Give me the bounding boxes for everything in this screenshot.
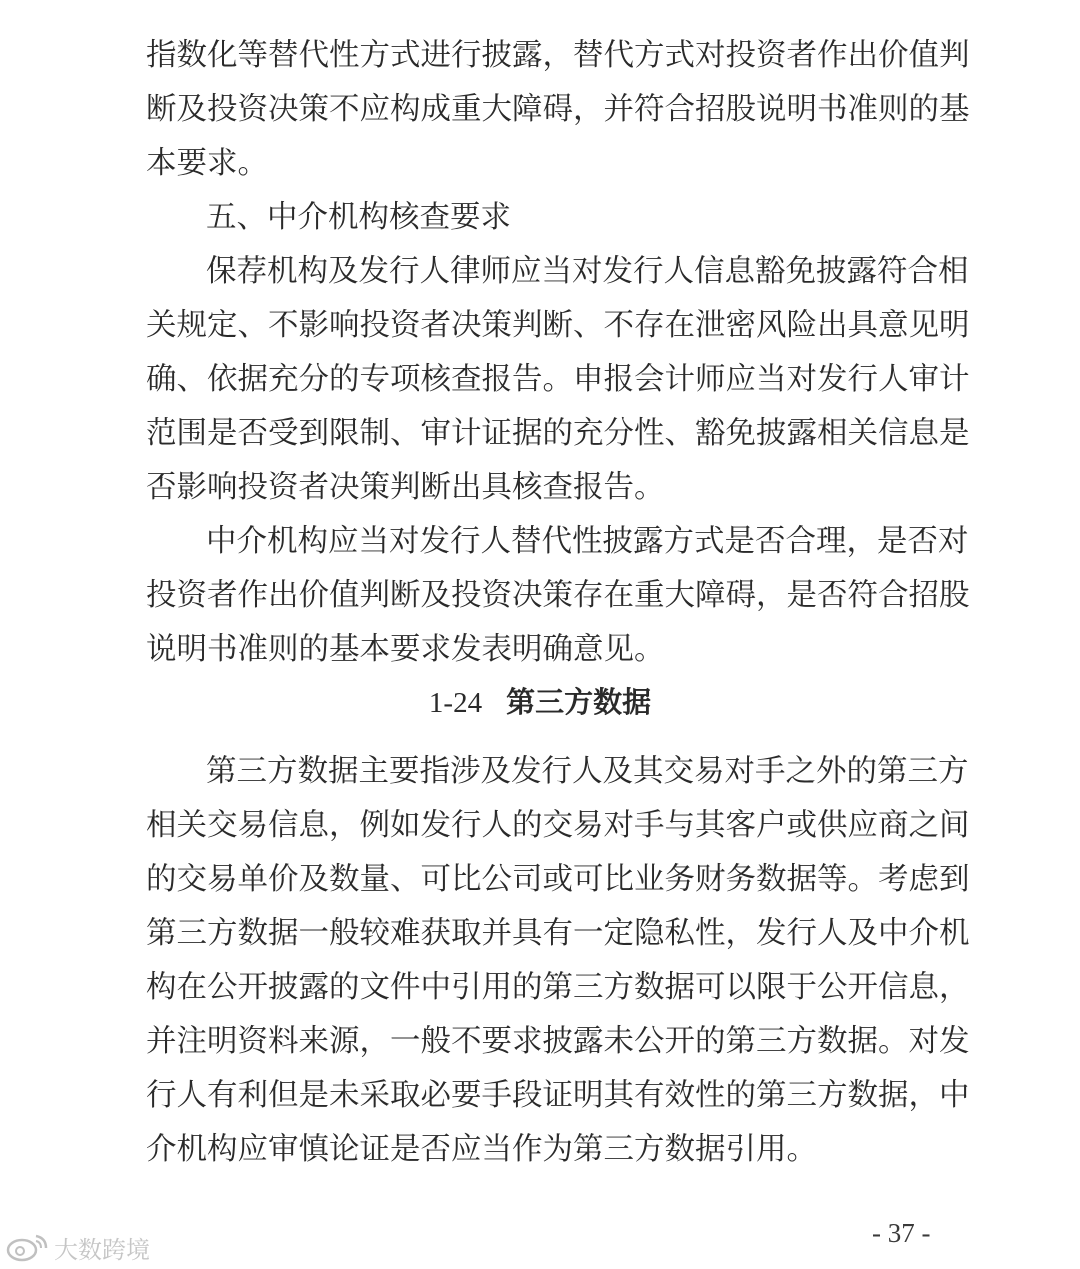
text-line: 断及投资决策不应构成重大障碍，并符合招股说明书准则的基	[146, 92, 970, 127]
text-line: 中介机构应当对发行人替代性披露方式是否合理，是否对	[206, 524, 969, 559]
text-line: 保荐机构及发行人律师应当对发行人信息豁免披露符合相	[206, 254, 969, 289]
text-line: 的交易单价及数量、可比公司或可比业务财务数据等。考虑到	[146, 862, 970, 897]
weibo-logo-icon	[6, 1232, 50, 1262]
text-line: 相关交易信息，例如发行人的交易对手与其客户或供应商之间	[146, 808, 970, 843]
text-line: 第三方数据一般较难获取并具有一定隐私性，发行人及中介机	[146, 916, 970, 951]
text-line: 范围是否受到限制、审计证据的充分性、豁免披露相关信息是	[146, 416, 970, 451]
text-line: 确、依据充分的专项核查报告。申报会计师应当对发行人审计	[146, 362, 970, 397]
text-line: 并注明资料来源，一般不要求披露未公开的第三方数据。对发	[146, 1024, 970, 1059]
text-line: 构在公开披露的文件中引用的第三方数据可以限于公开信息，	[146, 970, 970, 1005]
text-line: 否影响投资者决策判断出具核查报告。	[146, 470, 665, 505]
text-line: 行人有利但是未采取必要手段证明其有效性的第三方数据，中	[146, 1078, 970, 1113]
text-line: 指数化等替代性方式进行披露，替代方式对投资者作出价值判	[146, 38, 970, 73]
subsection-heading: 五、中介机构核查要求	[206, 200, 511, 235]
watermark-text: 大数跨境	[54, 1235, 150, 1264]
section-title: 第三方数据	[506, 685, 652, 719]
watermark	[6, 1230, 150, 1264]
text-line: 说明书准则的基本要求发表明确意见。	[146, 632, 665, 667]
text-line: 本要求。	[146, 146, 268, 181]
section-number: 1-24	[428, 687, 483, 719]
text-line: 关规定、不影响投资者决策判断、不存在泄密风险出具意见明	[146, 308, 970, 343]
section-heading	[0, 682, 1080, 723]
text-line: 投资者作出价值判断及投资决策存在重大障碍，是否符合招股	[146, 578, 970, 613]
text-line: 第三方数据主要指涉及发行人及其交易对手之外的第三方	[206, 754, 969, 789]
page-number: - 37 -	[872, 1218, 931, 1248]
text-line: 介机构应审慎论证是否应当作为第三方数据引用。	[146, 1132, 817, 1167]
